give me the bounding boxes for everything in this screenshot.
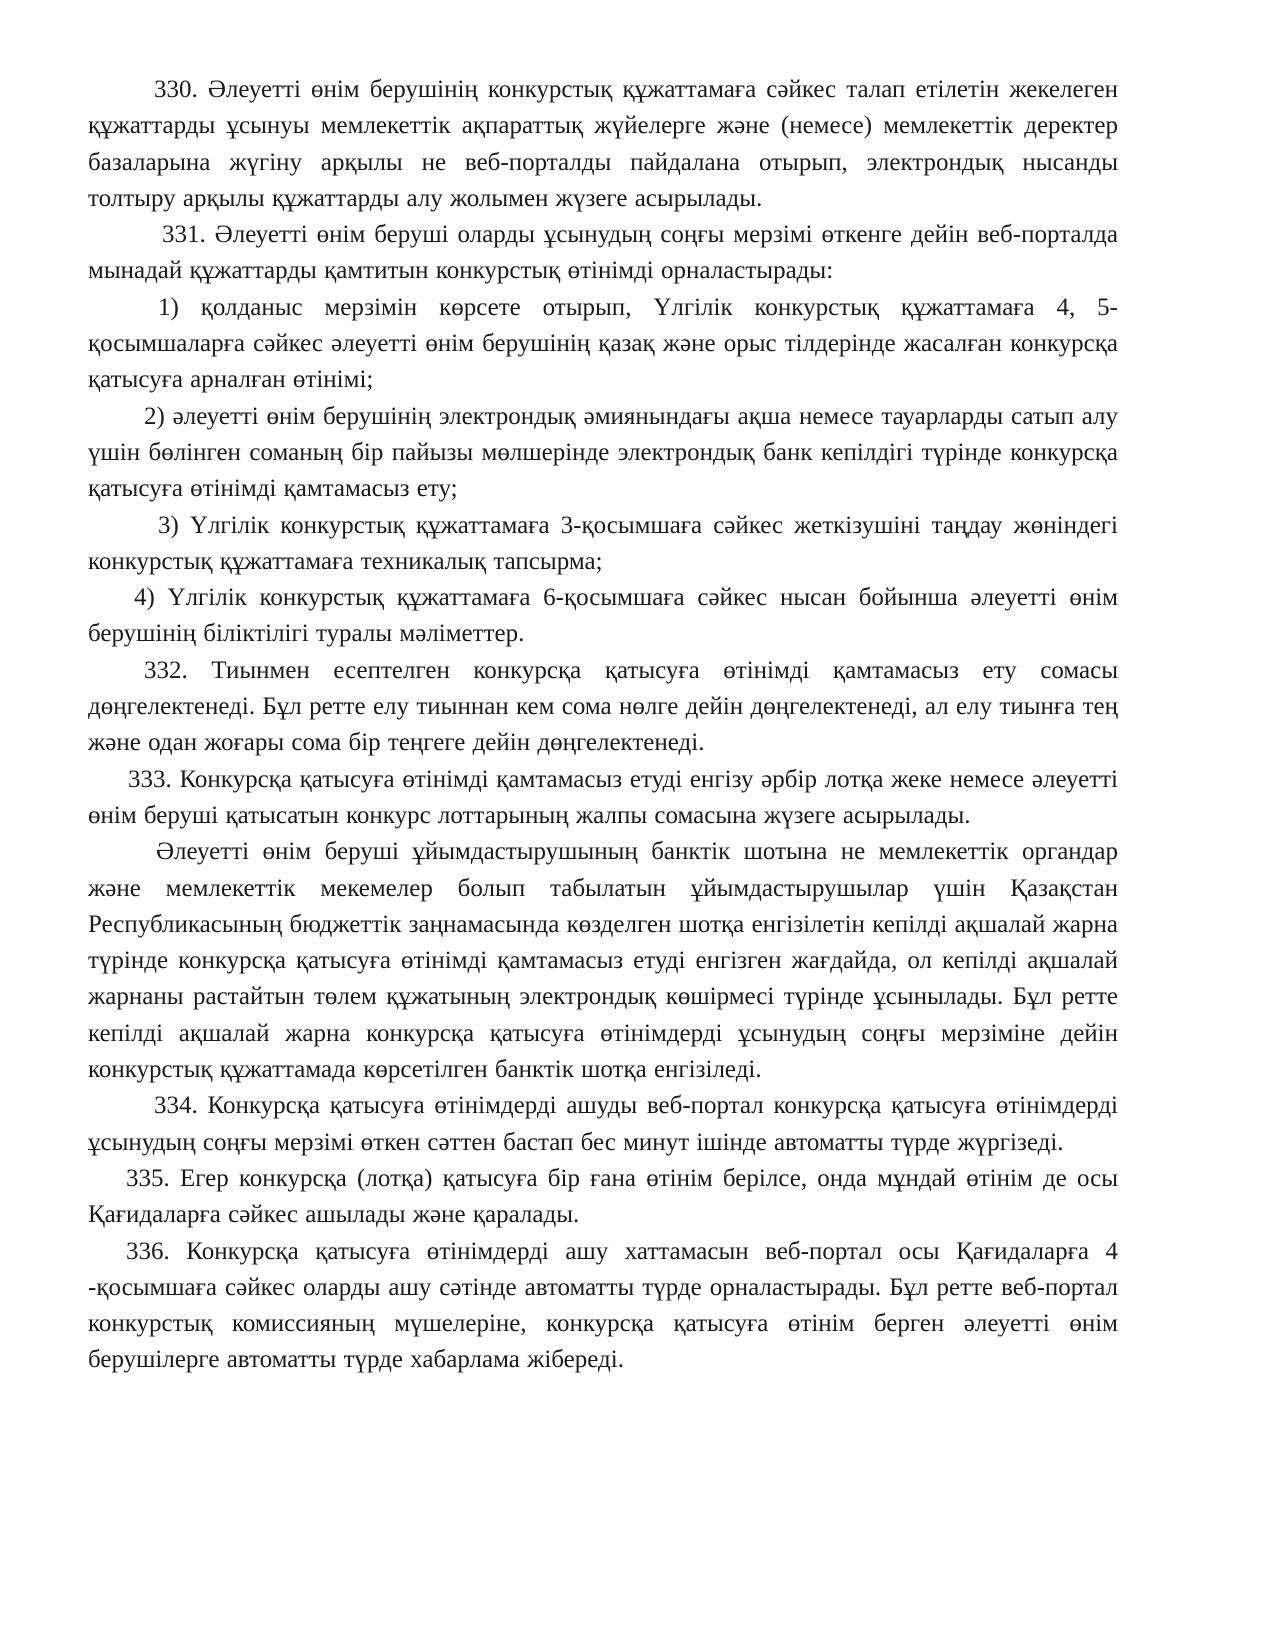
paragraph-336: 336. Конкурсқа қатысуға өтінімдерді ашу хаттамасын веб-портал осы Қағидаларға 4 -қосымшаға сәйкес оларды ашу сәтінде автоматты түрде орналастырады. Бұл ретте веб-портал конкурстық комиссияның мүшелеріне, конкурсқа қатысуға өтінім берген әлеуетті өнім берушілерге автоматты түрде хабарлама жібереді.: [88, 1237, 1118, 1374]
paragraph-331-item-4: 4) Үлгілік конкурстық құжаттамаға 6-қосымшаға сәйкес нысан бойынша әлеуетті өнім берушінің біліктілігі туралы мәліметтер.: [88, 584, 1118, 648]
document-page: [88, 72, 1118, 1379]
paragraph-332: 332. Тиынмен есептелген конкурсқа қатысуға өтінімді қамтамасыз ету сомасы дөңгелектенеді. Бұл ретте елу тиыннан кем сома нөлге дейін дөңгелектенеді, ал елу тиынға тең және одан жоғары сома бір теңгеге дейін дөңгелектенеді.: [88, 656, 1118, 757]
paragraph-330: 330. Әлеуетті өнім берушінің конкурстық құжаттамаға сәйкес талап етілетін жекелеген құжаттарды ұсынуы мемлекеттік ақпараттық жүйелерге және (немесе) мемлекеттік деректер базаларына жүгіну арқылы не веб-порталды пайдалана отырып, электрондық нысанды толтыру арқылы құжаттарды алу жолымен жүзеге асырылады.: [88, 76, 1118, 212]
paragraph-331-item-3: 3) Үлгілік конкурстық құжаттамаға 3-қосымшаға сәйкес жеткізушіні таңдау жөніндегі конкурстық құжаттамаға техникалық тапсырма;: [88, 511, 1118, 575]
paragraph-331-item-1: 1) қолданыс мерзімін көрсете отырып, Үлгілік конкурстық құжаттамаға 4, 5-қосымшаларға сәйкес әлеуетті өнім берушінің қазақ және орыс тілдерінде жасалған конкурсқа қатысуға арналған өтінімі;: [88, 293, 1118, 394]
paragraph-331-item-2: 2) әлеуетті өнім берушінің электрондық әмиянындағы ақша немесе тауарларды сатып алу үшін бөлінген соманың бір пайызы мөлшерінде электрондық банк кепілдігі түрінде конкурсқа қатысуға өтінімді қамтамасыз ету;: [88, 402, 1118, 503]
paragraph-333: 333. Конкурсқа қатысуға өтінімді қамтамасыз етуді енгізу әрбір лотқа жеке немесе әлеуетті өнім беруші қатысатын конкурс лоттарының жалпы сомасына жүзеге асырылады.: [88, 765, 1118, 829]
paragraph-333-continued: Әлеуетті өнім беруші ұйымдастырушының банктік шотына не мемлекеттік органдар және мемлекеттік мекемелер болып табылатын ұйымдастырушылар үшін Қазақстан Республикасының бюджеттік заңнамасында көзделген шотқа енгізілетін кепілді ақшалай жарна түрінде конкурсқа қатысуға өтінімді қамтамасыз етуді енгізген жағдайда, ол кепілді ақшалай жарнаны растайтын төлем құжатының электрондық көшірмесі түрінде ұсынылады. Бұл ретте кепілді ақшалай жарна конкурсқа қатысуға өтінімдерді ұсынудың соңғы мерзіміне дейін конкурстық құжаттамада көрсетілген банктік шотқа енгізіледі.: [88, 838, 1118, 1084]
paragraph-335: 335. Егер конкурсқа (лотқа) қатысуға бір ғана өтінім берілсе, онда мұндай өтінім де осы Қағидаларға сәйкес ашылады және қаралады.: [88, 1164, 1118, 1229]
paragraph-331: 331. Әлеуетті өнім беруші оларды ұсынудың соңғы мерзімі өткенге дейін веб-порталда мынадай құжаттарды қамтитын конкурстық өтінімді орналастырады:: [88, 221, 1118, 285]
paragraph-334: 334. Конкурсқа қатысуға өтінімдерді ашуды веб-портал конкурсқа қатысуға өтінімдерді ұсынудың соңғы мерзімі өткен сәттен бастап бес минут ішінде автоматты түрде жүргізеді.: [88, 1092, 1118, 1156]
